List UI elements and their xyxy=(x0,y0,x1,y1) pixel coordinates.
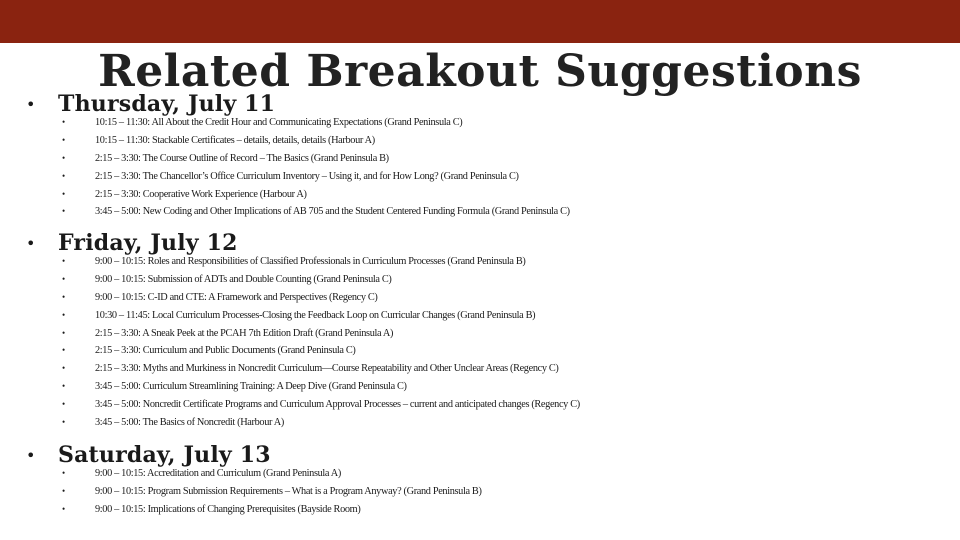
session-item xyxy=(26,186,926,204)
session-list xyxy=(26,465,926,519)
session-item xyxy=(26,465,926,483)
session-item xyxy=(26,360,926,378)
session-item xyxy=(26,203,926,221)
session-item xyxy=(26,483,926,501)
session-text: 2:15 – 3:30: Cooperative Work Experience (Harbour A) xyxy=(95,188,307,200)
session-item xyxy=(26,307,926,325)
session-list xyxy=(26,253,926,432)
session-text: 10:15 – 11:30: All About the Credit Hour and Communicating Expectations (Grand Peninsula C) xyxy=(95,117,463,128)
bullet-icon: • xyxy=(26,234,36,253)
session-item xyxy=(26,114,926,132)
bullet-icon: • xyxy=(62,381,65,392)
session-text: 10:30 – 11:45: Local Curriculum Processes-Closing the Feedback Loop on Curricular Changes (Grand Peninsula B) xyxy=(95,309,536,321)
day-heading: Saturday, July 13 xyxy=(58,442,271,468)
bullet-icon: • xyxy=(26,446,36,465)
session-item xyxy=(26,289,926,307)
session-item xyxy=(26,396,926,414)
bullet-icon: • xyxy=(62,134,65,145)
session-text: 3:45 – 5:00: The Basics of Noncredit (Harbour A) xyxy=(95,417,284,429)
session-text: 2:15 – 3:30: The Chancellor’s Office Curriculum Inventory – Using it, and for How Long? (Grand Peninsula C) xyxy=(95,170,519,182)
bullet-icon: • xyxy=(62,152,65,163)
session-item xyxy=(26,253,926,271)
bullet-icon: • xyxy=(62,291,65,302)
session-item xyxy=(26,132,926,150)
session-text: 9:00 – 10:15: C-ID and CTE: A Framework and Perspectives (Regency C) xyxy=(95,291,378,303)
session-text: 2:15 – 3:30: A Sneak Peek at the PCAH 7th Edition Draft (Grand Peninsula A) xyxy=(95,327,394,339)
day-heading: Friday, July 12 xyxy=(58,230,238,256)
bullet-icon: • xyxy=(62,345,65,356)
session-text: 10:15 – 11:30: Stackable Certificates – details, details, details (Harbour A) xyxy=(95,134,375,146)
bullet-icon: • xyxy=(62,188,65,199)
bullet-icon: • xyxy=(62,256,65,266)
section-friday xyxy=(26,232,926,432)
bullet-icon: • xyxy=(62,327,65,338)
session-item xyxy=(26,414,926,432)
bullet-icon: • xyxy=(62,485,65,496)
bullet-icon: • xyxy=(62,417,65,428)
session-item xyxy=(26,325,926,343)
session-text: 3:45 – 5:00: Noncredit Certificate Programs and Curriculum Approval Processes – current and anticipated changes (Regency C) xyxy=(95,399,580,411)
session-item xyxy=(26,271,926,289)
bullet-icon: • xyxy=(62,273,65,284)
session-item xyxy=(26,378,926,396)
slide-title: Related Breakout Suggestions xyxy=(98,46,862,97)
session-text: 2:15 – 3:30: Myths and Murkiness in Noncredit Curriculum—Course Repeatability and Other Unclear Areas (Regency C) xyxy=(95,363,559,375)
session-text: 9:00 – 10:15: Submission of ADTs and Double Counting (Grand Peninsula C) xyxy=(95,273,392,285)
bullet-icon: • xyxy=(62,399,65,410)
session-item xyxy=(26,501,926,519)
section-thursday xyxy=(26,93,926,221)
session-text: 2:15 – 3:30: Curriculum and Public Documents (Grand Peninsula C) xyxy=(95,345,356,357)
session-list xyxy=(26,114,926,221)
bullet-icon: • xyxy=(62,503,65,514)
bullet-icon: • xyxy=(62,468,65,478)
bullet-icon: • xyxy=(26,95,36,114)
session-item xyxy=(26,342,926,360)
bullet-icon: • xyxy=(62,309,65,320)
session-text: 9:00 – 10:15: Roles and Responsibilities of Classified Professionals in Curriculum Processes (Grand Peninsula B) xyxy=(95,256,526,267)
section-saturday xyxy=(26,444,926,519)
session-text: 3:45 – 5:00: Curriculum Streamlining Training: A Deep Dive (Grand Peninsula C) xyxy=(95,381,407,393)
session-text: 9:00 – 10:15: Accreditation and Curriculum (Grand Peninsula A) xyxy=(95,468,341,479)
bullet-icon: • xyxy=(62,363,65,374)
session-item xyxy=(26,150,926,168)
session-item xyxy=(26,168,926,186)
session-text: 3:45 – 5:00: New Coding and Other Implications of AB 705 and the Student Centered Funding Formula (Grand Peninsula C) xyxy=(95,206,570,218)
session-text: 9:00 – 10:15: Implications of Changing Prerequisites (Bayside Room) xyxy=(95,503,361,515)
session-text: 2:15 – 3:30: The Course Outline of Record – The Basics (Grand Peninsula B) xyxy=(95,152,389,164)
day-heading: Thursday, July 11 xyxy=(58,91,276,117)
bullet-icon: • xyxy=(62,206,65,217)
bullet-icon: • xyxy=(62,117,65,127)
top-color-band xyxy=(0,0,960,43)
session-text: 9:00 – 10:15: Program Submission Requirements – What is a Program Anyway? (Grand Peninsula B) xyxy=(95,485,482,497)
bullet-icon: • xyxy=(62,170,65,181)
